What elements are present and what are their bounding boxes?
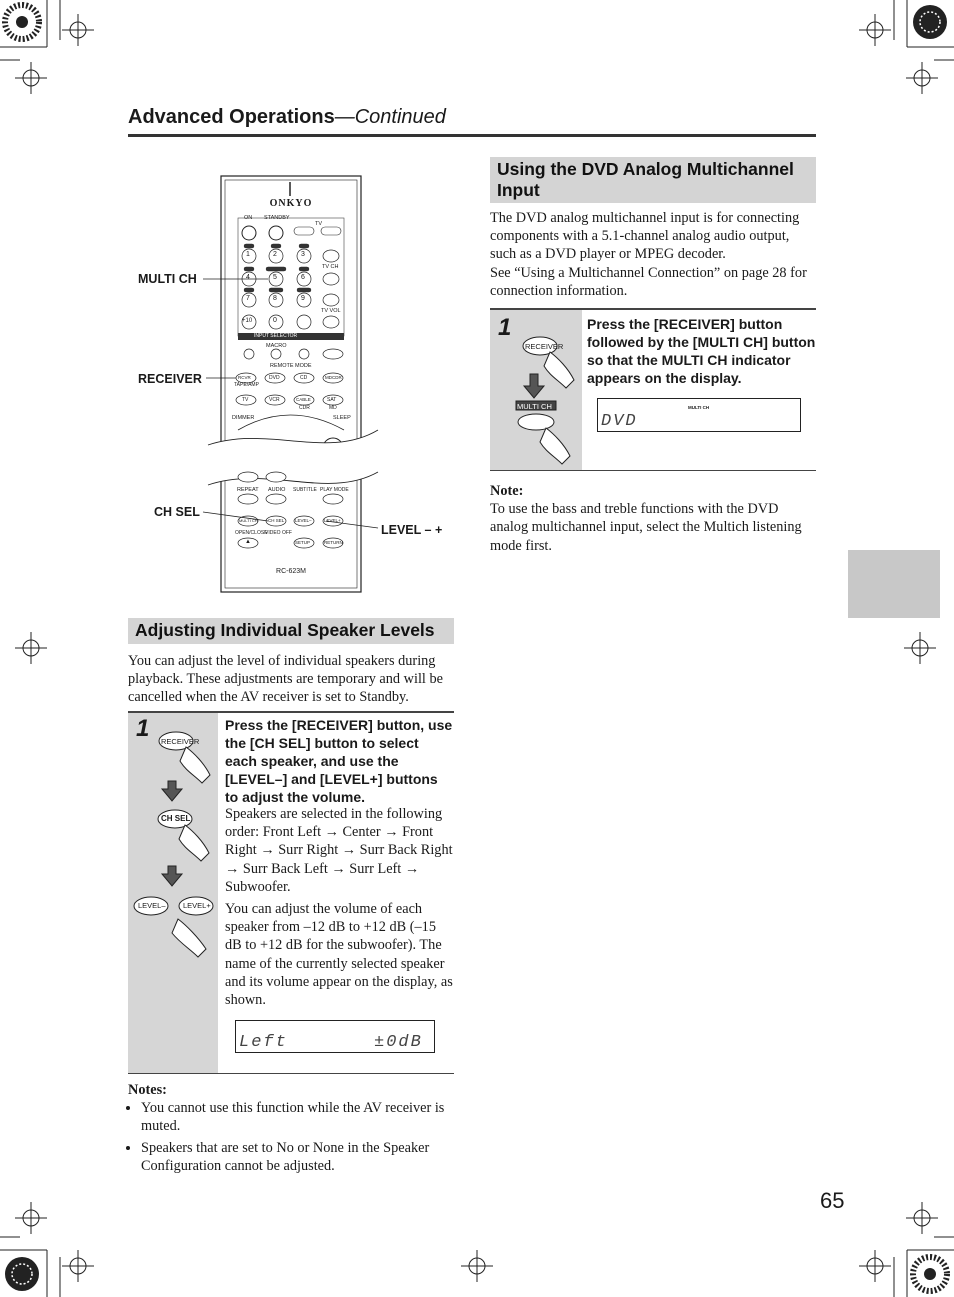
- page-number: 65: [820, 1188, 845, 1213]
- dvd-section-heading: Using the DVD Analog Multichannel Input: [490, 157, 816, 203]
- chapter-side-tab: [848, 550, 940, 618]
- remote-key-4: 4: [246, 274, 250, 281]
- dvd-lcd-display: [597, 398, 801, 432]
- remote-mode-cd: CD: [300, 375, 308, 381]
- remote-label-macro: MACRO: [266, 343, 287, 349]
- remote-illustration: [128, 160, 458, 600]
- speaker-notes: [128, 1081, 454, 1178]
- remote-label-remote-mode: REMOTE MODE: [270, 363, 312, 369]
- speaker-note-item: • Speakers that are set to No or None in the Speaker Configuration cannot be adjusted.: [141, 1139, 454, 1175]
- remote-mode-tv: TV: [242, 397, 249, 403]
- remote-key-eject-small: ▲: [245, 539, 251, 545]
- dvd-btn-receiver: RECEIVER: [525, 342, 564, 351]
- speaker-note-item: • You cannot use this function while the AV receiver is muted.: [141, 1099, 454, 1135]
- remote-label-play-mode: PLAY MODE: [320, 487, 349, 493]
- dvd-lcd-indicator: MULTI CH: [688, 405, 710, 410]
- remote-label-repeat: REPEAT: [237, 487, 259, 493]
- speaker-btn-level-plus: LEVEL+: [183, 901, 211, 910]
- remote-label-input-selector: INPUT SELECTOR: [254, 333, 298, 339]
- remote-label-open-close: OPEN/CLOSE: [235, 530, 268, 536]
- dvd-step-number: 1: [498, 314, 512, 341]
- remote-label-audio: AUDIO: [268, 487, 286, 493]
- remote-mode-sat: SAT: [327, 397, 337, 403]
- callout-multi-ch: MULTI CH: [138, 272, 197, 286]
- speaker-notes-label: Notes:: [128, 1082, 167, 1098]
- callout-ch-sel: CH SEL: [154, 505, 200, 519]
- dvd-intro-see: See “Using a Multichannel Connection” on page 28 for connection information.: [490, 265, 807, 300]
- remote-key-return-small: RETURN: [324, 540, 343, 545]
- header-title: Advanced Operations: [128, 106, 335, 128]
- remote-label-tape-amp: TAPE/AMP: [234, 382, 259, 388]
- remote-model: RC-623M: [276, 568, 306, 575]
- remote-mode-mdcdr: MDCDR: [325, 375, 342, 380]
- remote-mode-cable: CABLE: [296, 397, 311, 402]
- dvd-note: [490, 482, 816, 555]
- remote-label-standby: STANDBY: [264, 215, 290, 221]
- remote-key-5: 5: [273, 274, 277, 281]
- speaker-lcd-level: ±0dB: [374, 1033, 423, 1052]
- remote-key-0: 0: [273, 317, 277, 324]
- remote-mode-rcvr: RCVR: [238, 375, 251, 380]
- remote-key-8: 8: [273, 295, 277, 302]
- speaker-section-heading: Adjusting Individual Speaker Levels: [128, 618, 454, 644]
- header-continued: —Continued: [334, 106, 446, 128]
- dvd-note-label: Note:: [490, 483, 524, 499]
- speaker-btn-ch-sel: CH SEL: [161, 814, 191, 823]
- remote-key-setup-small: SETUP: [295, 540, 311, 545]
- remote-key-2: 2: [273, 251, 277, 258]
- remote-label-tv-ch: TV CH: [322, 264, 339, 270]
- speaker-step-number: 1: [136, 715, 150, 742]
- dvd-lcd-text: DVD: [601, 412, 638, 431]
- speaker-step-illustration: [128, 723, 218, 983]
- remote-label-sleep: SLEEP: [333, 415, 351, 421]
- remote-key-6: 6: [301, 274, 305, 281]
- speaker-lcd-display: [235, 1020, 435, 1053]
- remote-key-1: 1: [246, 251, 250, 258]
- speaker-lcd-left: Left: [239, 1033, 288, 1052]
- remote-key-3: 3: [301, 251, 305, 258]
- header-rule: [128, 134, 816, 137]
- speaker-step: [128, 711, 454, 1074]
- remote-key-level-minus-small: LEVEL–: [295, 518, 312, 523]
- remote-key-multi-ch-small: MULTI CH: [239, 518, 258, 523]
- speaker-notes-list: [128, 1099, 454, 1175]
- remote-key-level-plus-small: LEVEL+: [324, 518, 341, 523]
- remote-key-ch-sel-small: CH SEL: [268, 518, 285, 523]
- speaker-btn-level-minus: LEVEL–: [138, 901, 166, 910]
- speaker-btn-receiver: RECEIVER: [161, 737, 200, 746]
- remote-label-on: ON: [244, 215, 253, 221]
- dvd-step: [490, 308, 816, 471]
- remote-label-cdr: CDR: [299, 405, 310, 411]
- remote-label-subtitle: SUBTITLE: [293, 487, 317, 493]
- speaker-range-text: You can adjust the volume of each speaker from –12 dB to +12 dB (–15 dB to +12 dB for the subwoofer). The name of the currently selected speaker and its volume appear on the display, as shown.: [225, 901, 453, 1009]
- remote-label-tv: TV: [315, 221, 323, 227]
- callout-level: LEVEL – +: [381, 523, 443, 537]
- page-header: [128, 106, 816, 136]
- speaker-step-bold: Press the [RECEIVER] button, use the [CH SEL] button to select each speaker, and use the [LEVEL–] and [LEVEL+] buttons to adjust the volume.: [225, 717, 453, 805]
- remote-key-9: 9: [301, 295, 305, 302]
- dvd-btn-multi-ch: MULTI CH: [517, 402, 552, 411]
- dvd-intro: The DVD analog multichannel input is for connecting components with a 5.1-channel analog audio output, such as a DVD player or MPEG decoder.: [490, 210, 800, 263]
- remote-key-7: 7: [246, 295, 250, 302]
- speaker-intro: You can adjust the level of individual speakers during playback. These adjustments are temporary and will be cancelled when the AV receiver is set to Standby.: [128, 653, 443, 706]
- remote-key-plus10: +10: [242, 318, 253, 324]
- dvd-note-text: To use the bass and treble functions with the DVD analog multichannel input, select the Multich listening mode first.: [490, 501, 802, 554]
- remote-brand: ONKYO: [269, 198, 313, 209]
- dvd-step-text: Press the [RECEIVER] button followed by the [MULTI CH] button so that the MULTI CH indicator appears on the display.: [587, 316, 816, 386]
- remote-mode-vcr: VCR: [269, 397, 280, 403]
- remote-label-dimmer: DIMMER: [232, 415, 255, 421]
- remote-mode-dvd: DVD: [269, 375, 280, 381]
- remote-label-video-off: VIDEO OFF: [265, 530, 292, 536]
- callout-receiver: RECEIVER: [138, 372, 202, 386]
- speaker-order-text: Speakers are selected in the following order: Front Left → Center → Front Right → Surr Right → Surr Back Right → Surr Back Left → Surr Left → Subwoofer.: [225, 806, 453, 895]
- remote-label-md: MD: [329, 405, 337, 411]
- remote-label-tv-vol: TV VOL: [321, 308, 341, 314]
